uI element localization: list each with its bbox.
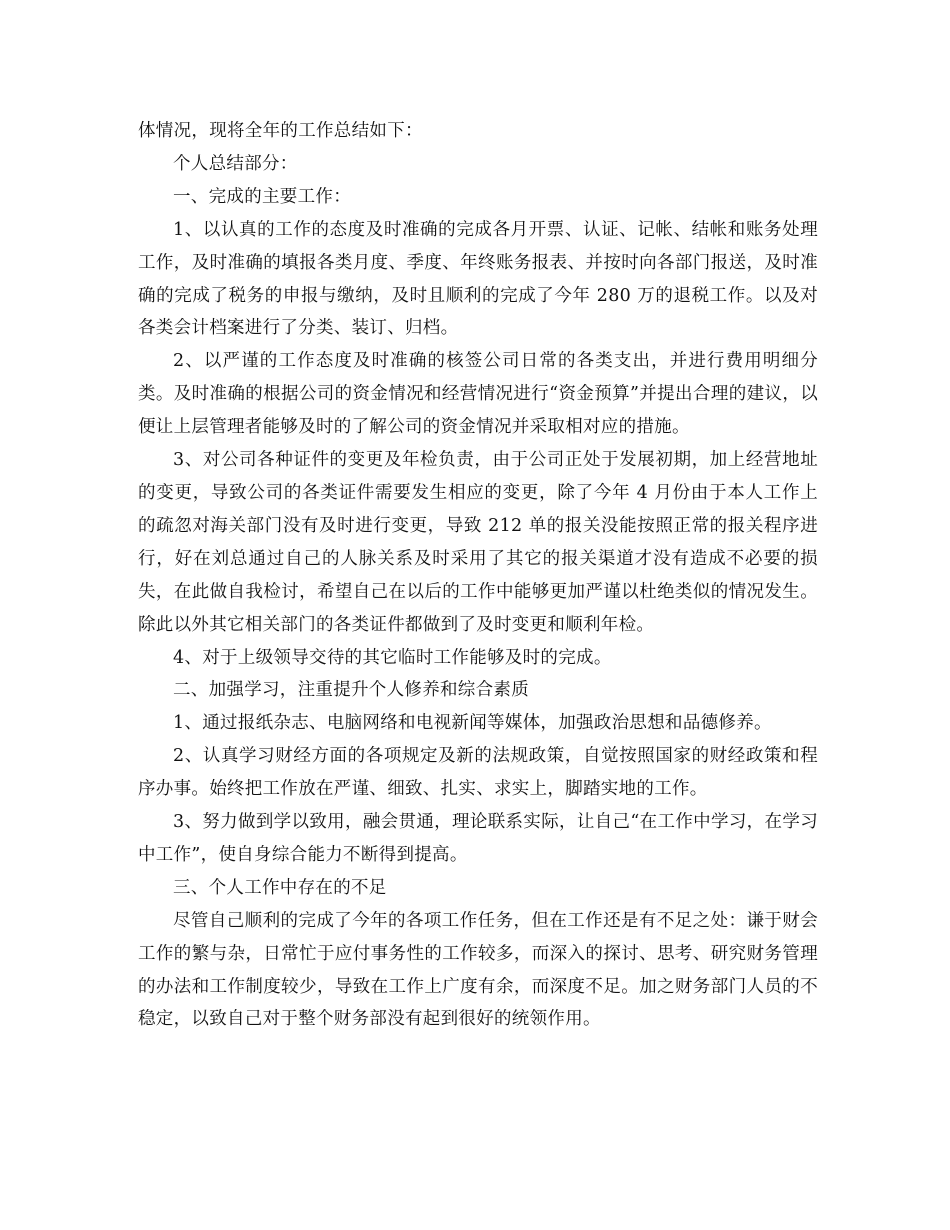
paragraph-work-item-3: 3、对公司各种证件的变更及年检负责，由于公司正处于发展初期，加上经营地址的变更，导致公司的各类证件需要发生相应的变更，除了今年 4 月份由于本人工作上的疏忽对海关部门没有及时进行变更，导致 212 单的报关没能按照正常的报关程序进行，好在刘总通过自己的人脉关系及时采用了其它的报关渠道才没有造成不必要的损失，在此做自我检讨，希望自己在以后的工作中能够更加严谨以杜绝类似的情况发生。除此以外其它相关部门的各类证件都做到了及时变更和顺利年检。 <box>138 450 818 635</box>
paragraph-work-item-2: 2、以严谨的工作态度及时准确的核签公司日常的各类支出，并进行费用明细分类。及时准确的根据公司的资金情况和经营情况进行“资金预算”并提出合理的建议，以便让上层管理者能够及时的了解公司的资金情况并采取相对应的措施。 <box>138 351 818 438</box>
document-body <box>138 115 818 1036</box>
section-heading-study: 二、加强学习，注重提升个人修养和综合素质 <box>173 680 529 701</box>
paragraph-work-item-1: 1、以认真的工作的态度及时准确的完成各月开票、认证、记帐、结帐和账务处理工作，及时准确的填报各类月度、季度、年终账务报表、并按时向各部门报送，及时准确的完成了税务的申报与缴纳，及时且顺利的完成了今年 280 万的退税工作。以及对各类会计档案进行了分类、装订、归档。 <box>138 219 818 339</box>
paragraph-personal-summary-heading: 个人总结部分： <box>173 153 298 174</box>
paragraph-study-item-1: 1、通过报纸杂志、电脑网络和电视新闻等媒体，加强政治思想和品德修养。 <box>173 713 772 734</box>
section-heading-shortcomings: 三、个人工作中存在的不足 <box>173 877 387 898</box>
paragraph-shortcomings: 尽管自己顺利的完成了今年的各项工作任务，但在工作还是有不足之处：谦于财会工作的繁与杂，日常忙于应付事务性的工作较多，而深入的探讨、思考、研究财务管理的办法和工作制度较少，导致在工作上广度有余，而深度不足。加之财务部门人员的不稳定，以致自己对于整个财务部没有起到很好的统领作用。 <box>138 910 818 1030</box>
paragraph-continuation: 体情况，现将全年的工作总结如下： <box>138 121 423 141</box>
section-heading-main-work: 一、完成的主要工作： <box>173 186 351 207</box>
paragraph-study-item-3: 3、努力做到学以致用，融会贯通，理论联系实际，让自己“在工作中学习，在学习中工作”，使自身综合能力不断得到提高。 <box>138 812 818 865</box>
paragraph-study-item-2: 2、认真学习财经方面的各项规定及新的法规政策，自觉按照国家的财经政策和程序办事。始终把工作放在严谨、细致、扎实、求实上，脚踏实地的工作。 <box>138 746 818 800</box>
paragraph-work-item-4: 4、对于上级领导交待的其它临时工作能够及时的完成。 <box>173 647 612 668</box>
